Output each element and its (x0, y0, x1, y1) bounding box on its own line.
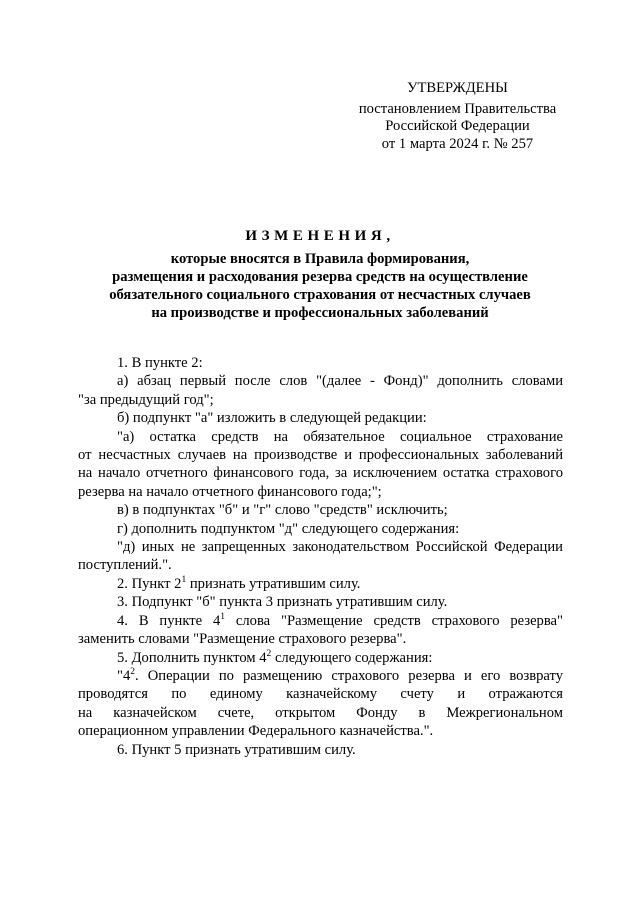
subtitle-line: на производстве и профессиональных заболеваний (151, 305, 489, 321)
paragraph-item-2: 2. Пункт $2^1$ признать утратившим силу. (117, 574, 361, 592)
paragraph-item-5: 5. Дополнить пунктом $4^2$ следующего содержания: (117, 648, 433, 666)
quote-line: "а) остатка средств на обязательное социальное страхование (117, 428, 563, 445)
subtitle-line: обязательного социального страхования от несчастных случаев (109, 287, 531, 303)
subtitle-line: размещения и расходования резерва средств на осуществление (112, 269, 528, 285)
approval-heading: УТВЕРЖДЕНЫ (407, 80, 508, 96)
paragraph-item-4-cont: заменить словами "Размещение страхового резерва". (78, 631, 407, 648)
document-title: ИЗМЕНЕНИЯ, (245, 228, 395, 244)
approval-block (340, 80, 575, 153)
quote-line: резерва на начало отчетного финансового года;"; (78, 483, 382, 500)
quote-line: поступлений.". (78, 557, 172, 574)
paragraph-item-3: 3. Подпункт "б" пункта 3 признать утратившим силу. (117, 594, 448, 611)
quote-line: проводятся по единому казначейскому счету и отражаются (78, 686, 563, 703)
approval-line: Российской Федерации (385, 118, 530, 135)
paragraph-item-1a-cont: "за предыдущий год"; (78, 391, 214, 408)
quote-line: операционном управлении Федерального казначейства.". (78, 723, 434, 740)
quote-line: на начало отчетного финансового года, за исключением остатка страхового (78, 465, 563, 482)
paragraph-item-4: 4. В пункте $4^1$ слова "Размещение средств страхового резерва" (117, 611, 563, 629)
approval-line: от 1 марта 2024 г. № 257 (381, 135, 534, 152)
paragraph-item-1b: б) подпункт "а" изложить в следующей редакции: (117, 410, 427, 427)
document-subtitle (40, 250, 600, 322)
quote-line: "д) иных не запрещенных законодательством Российской Федерации (117, 539, 563, 556)
paragraph-item-1g: г) дополнить подпунктом "д" следующего содержания: (117, 520, 460, 537)
subtitle-line: которые вносятся в Правила формирования, (170, 251, 470, 267)
quote-line: на казначейском счете, открытом Фонду в Межрегиональном (78, 704, 563, 721)
document-body (78, 354, 563, 759)
paragraph-item-1: 1. В пункте 2: (117, 355, 203, 371)
paragraph-item-6: 6. Пункт 5 признать утратившим силу. (117, 741, 356, 758)
paragraph-item-1a: а) абзац первый после слов "(далее - Фонд)" дополнить словами (117, 373, 563, 390)
quote-line: "$4^2$. Операции по размещению страхового резерва и его возврату (117, 666, 563, 684)
approval-line: постановлением Правительства (358, 100, 557, 117)
paragraph-item-1v: в) в подпунктах "б" и "г" слово "средств" исключить; (117, 502, 448, 519)
quote-line: от несчастных случаев на производстве и профессиональных заболеваний (78, 447, 563, 464)
